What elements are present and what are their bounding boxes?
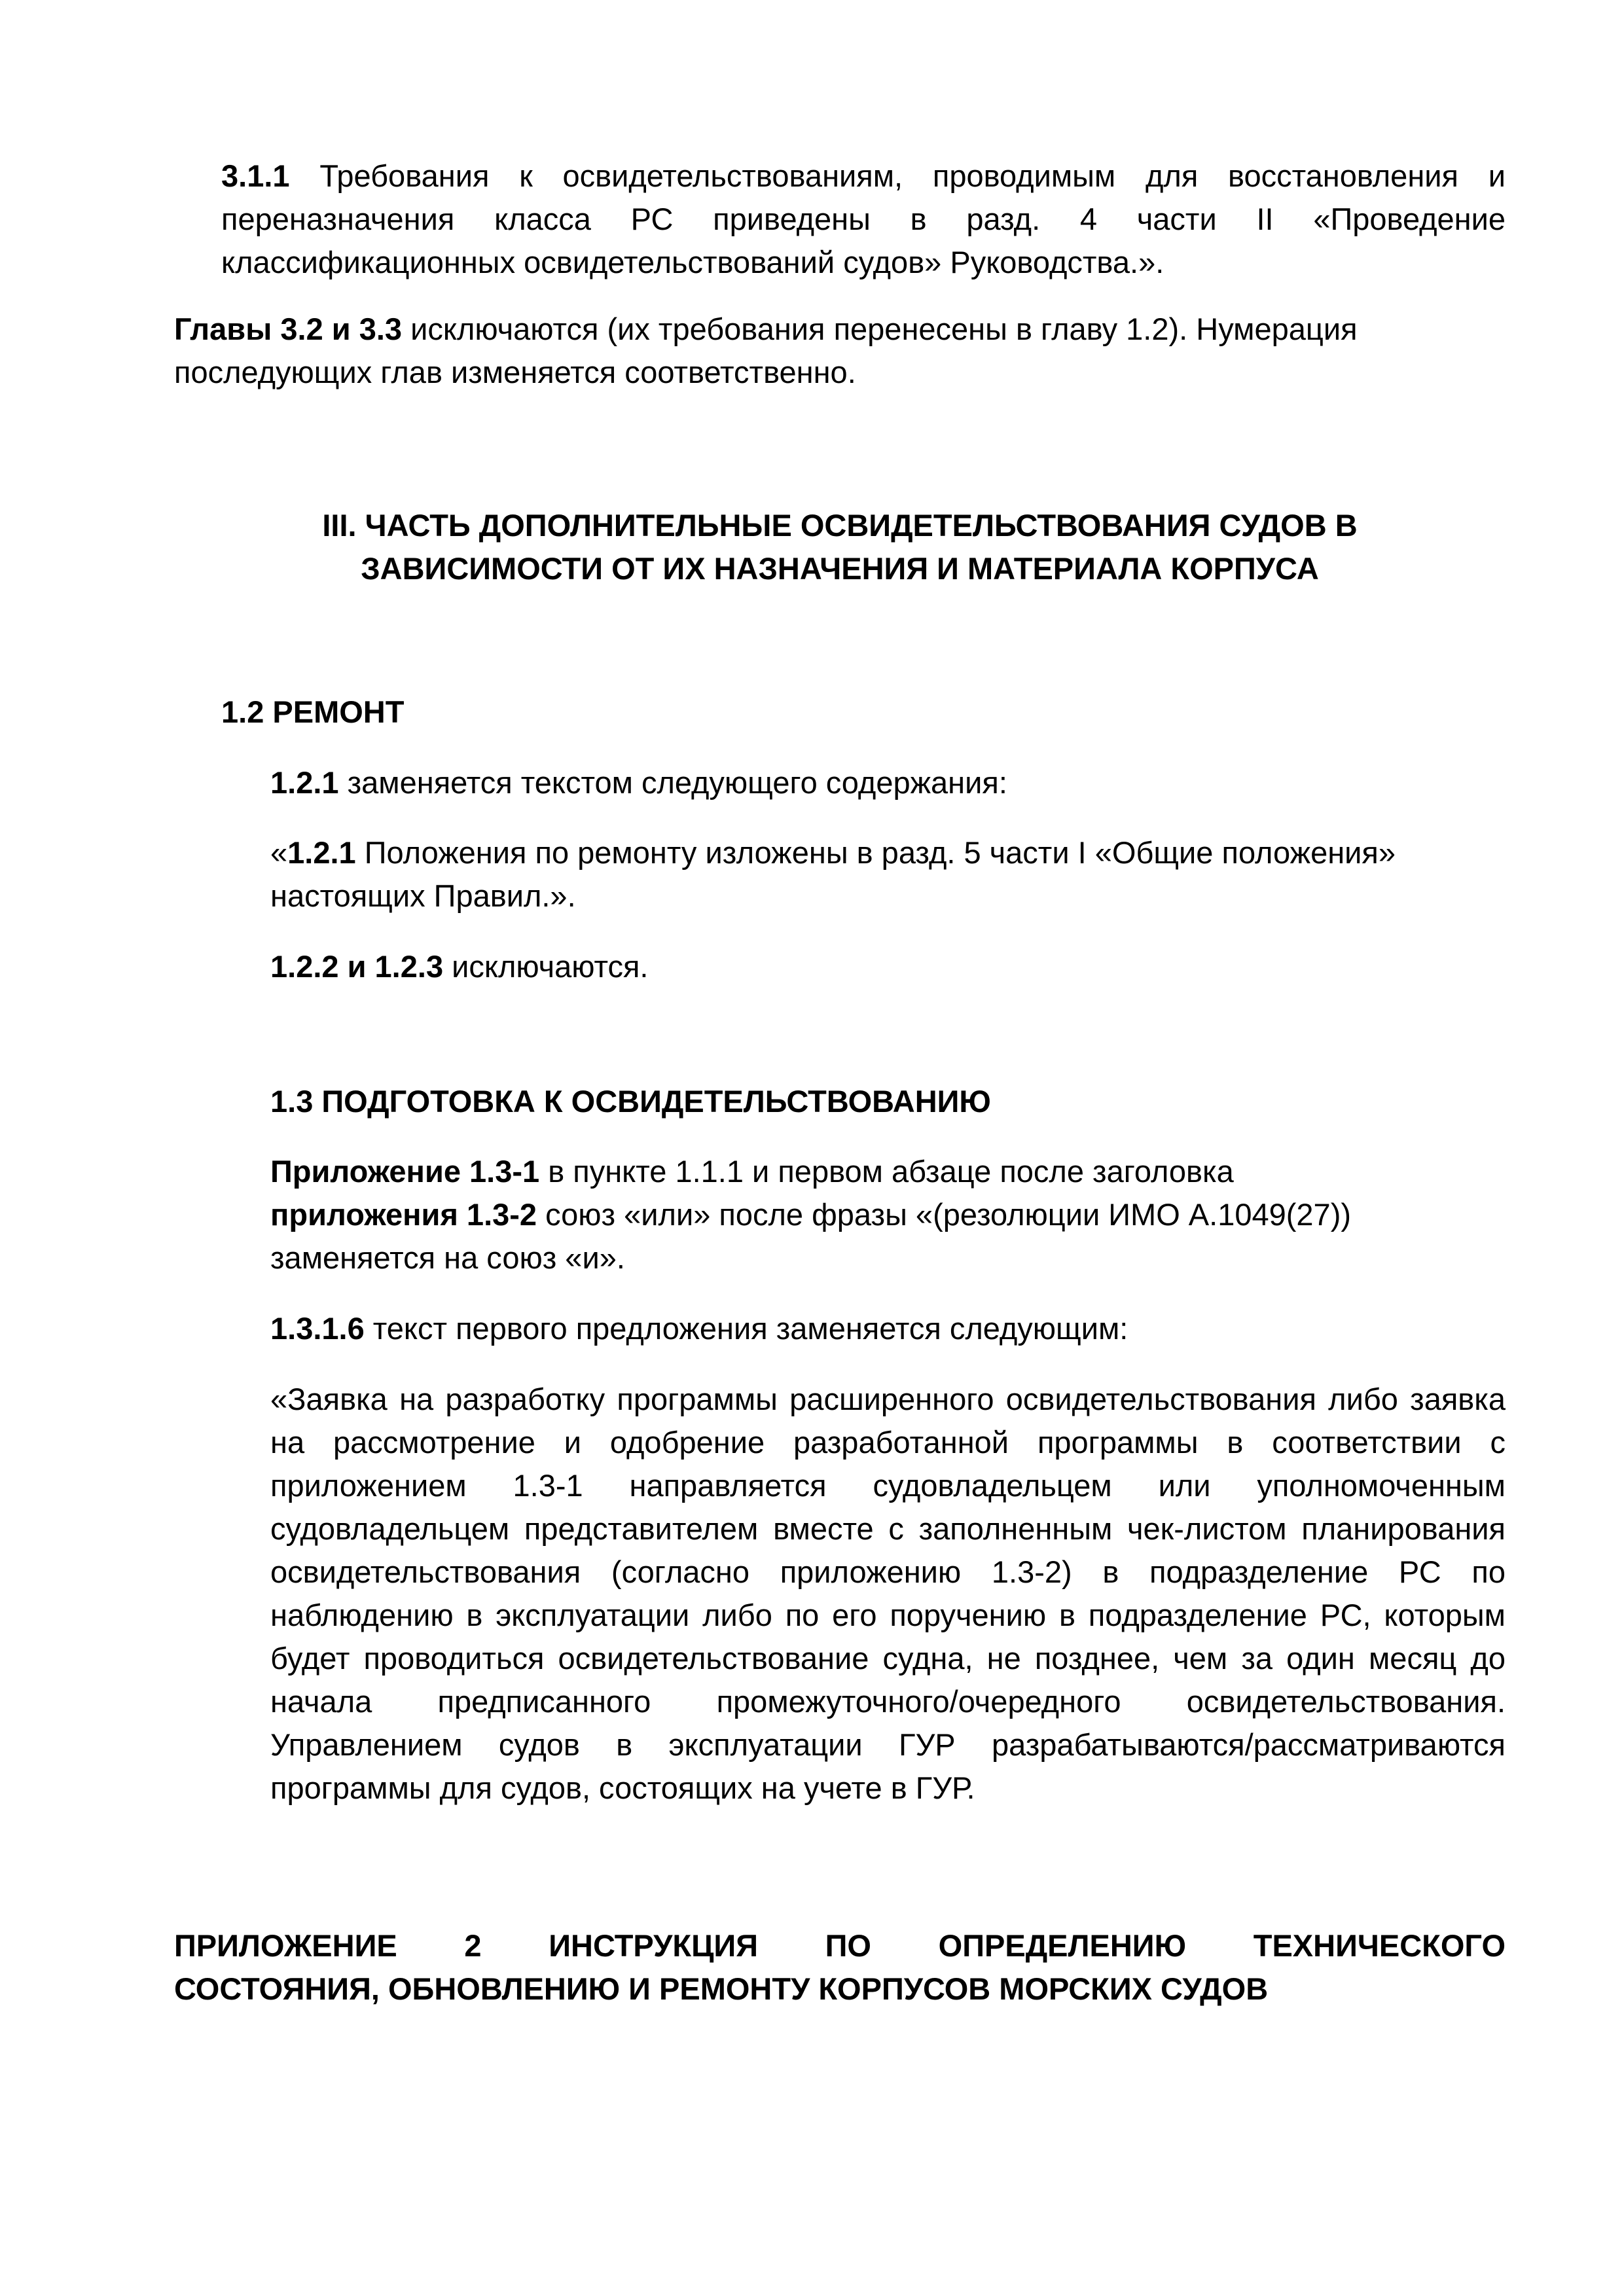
appendix-2-heading: [174, 1924, 1506, 2011]
part3-heading: [174, 504, 1506, 590]
clause-number: 3.1.1: [221, 158, 290, 193]
section-1-3-heading: 1.3 ПОДГОТОВКА К ОСВИДЕТЕЛЬСТВОВАНИЮ: [270, 1084, 991, 1119]
clause-number: 1.2.2 и 1.2.3: [270, 949, 444, 984]
part3-heading-line2: ЗАВИСИМОСТИ ОТ ИХ НАЗНАЧЕНИЯ И МАТЕРИАЛА КОРПУСА: [361, 551, 1319, 586]
appendix-line3: заменяется на союз «и».: [270, 1240, 625, 1275]
appendix-line1: [270, 1150, 1506, 1193]
appendix-text-1: в пункте 1.1.1 и первом абзаце после заголовка: [539, 1154, 1234, 1189]
paragraph-text: исключаются.: [443, 949, 649, 984]
paragraph-text: Требования к освидетельствованиям, проводимым для восстановления и переназначения класса РС приведены в разд. 4 части II «Проведение классификационных освидетельствований судов» Руководства.».: [221, 158, 1506, 279]
paragraph-text: Положения по ремонту изложены в разд. 5 части I «Общие положения» настоящих Правил.».: [270, 835, 1396, 913]
quote-1-3-1-6: «Заявка на разработку программы расширенного освидетельствования либо заявка на рассмотрение и одобрение разработанной программы в соответствии с приложением 1.3-1 направляется судовладельцем или уполномоченным судовладельцем представителем вместе с заполненным чек-листом планирования освидетельствования (согласно приложению 1.3-2) в подразделение РС по наблюдению в эксплуатации либо по его поручению в подразделение РС, которым будет проводиться освидетельствование судна, не позднее, чем за один месяц до начала предписанного промежуточного/очередного освидетельствования. Управлением судов в эксплуатации ГУР разрабатываются/рассматриваются программы для судов, состоящих на учете в ГУР.: [270, 1382, 1506, 1805]
clause-number: 1.3.1.6: [270, 1311, 365, 1346]
section-1-2-heading: 1.2 РЕМОНТ: [221, 694, 405, 729]
chapters-text: исключаются (их требования перенесены в главу 1.2). Нумерация последующих глав изменяется соответственно.: [174, 312, 1358, 389]
appendix-paragraph: [270, 1150, 1506, 1280]
quote-1-2-1: [270, 831, 1506, 918]
appendix-bold-1: Приложение 1.3-1: [270, 1154, 540, 1189]
appendix-2-heading-line2: СОСТОЯНИЯ, ОБНОВЛЕНИЮ И РЕМОНТУ КОРПУСОВ МОРСКИХ СУДОВ: [174, 1971, 1269, 2006]
appendix-2-heading-line1: ПРИЛОЖЕНИЕ 2 ИНСТРУКЦИЯ ПО ОПРЕДЕЛЕНИЮ ТЕХНИЧЕСКОГО: [174, 1928, 1506, 1963]
clause-number: 1.2.1: [270, 765, 339, 800]
appendix-line2: [270, 1193, 1506, 1236]
chapters-bold: Главы 3.2 и 3.3: [174, 312, 403, 346]
appendix-text-2: союз «или» после фразы «(резолюции ИМО А.1049(27)): [537, 1197, 1352, 1232]
paragraph-text: текст первого предложения заменяется следующим:: [364, 1311, 1128, 1346]
clause-number: 1.2.1: [287, 835, 356, 870]
paragraph-1-2-1: [270, 761, 1506, 804]
paragraph-text: заменяется текстом следующего содержания:: [338, 765, 1007, 800]
paragraph-3-1-1: [221, 154, 1506, 284]
quote-open: «: [270, 835, 288, 870]
paragraph-1-2-2: [270, 945, 1506, 988]
paragraph-1-3-1-6: [270, 1307, 1506, 1350]
appendix-bold-2: приложения 1.3-2: [270, 1197, 537, 1232]
chapters-note: [174, 308, 1506, 394]
part3-heading-line1: III. ЧАСТЬ ДОПОЛНИТЕЛЬНЫЕ ОСВИДЕТЕЛЬСТВОВАНИЯ СУДОВ В: [322, 508, 1358, 543]
